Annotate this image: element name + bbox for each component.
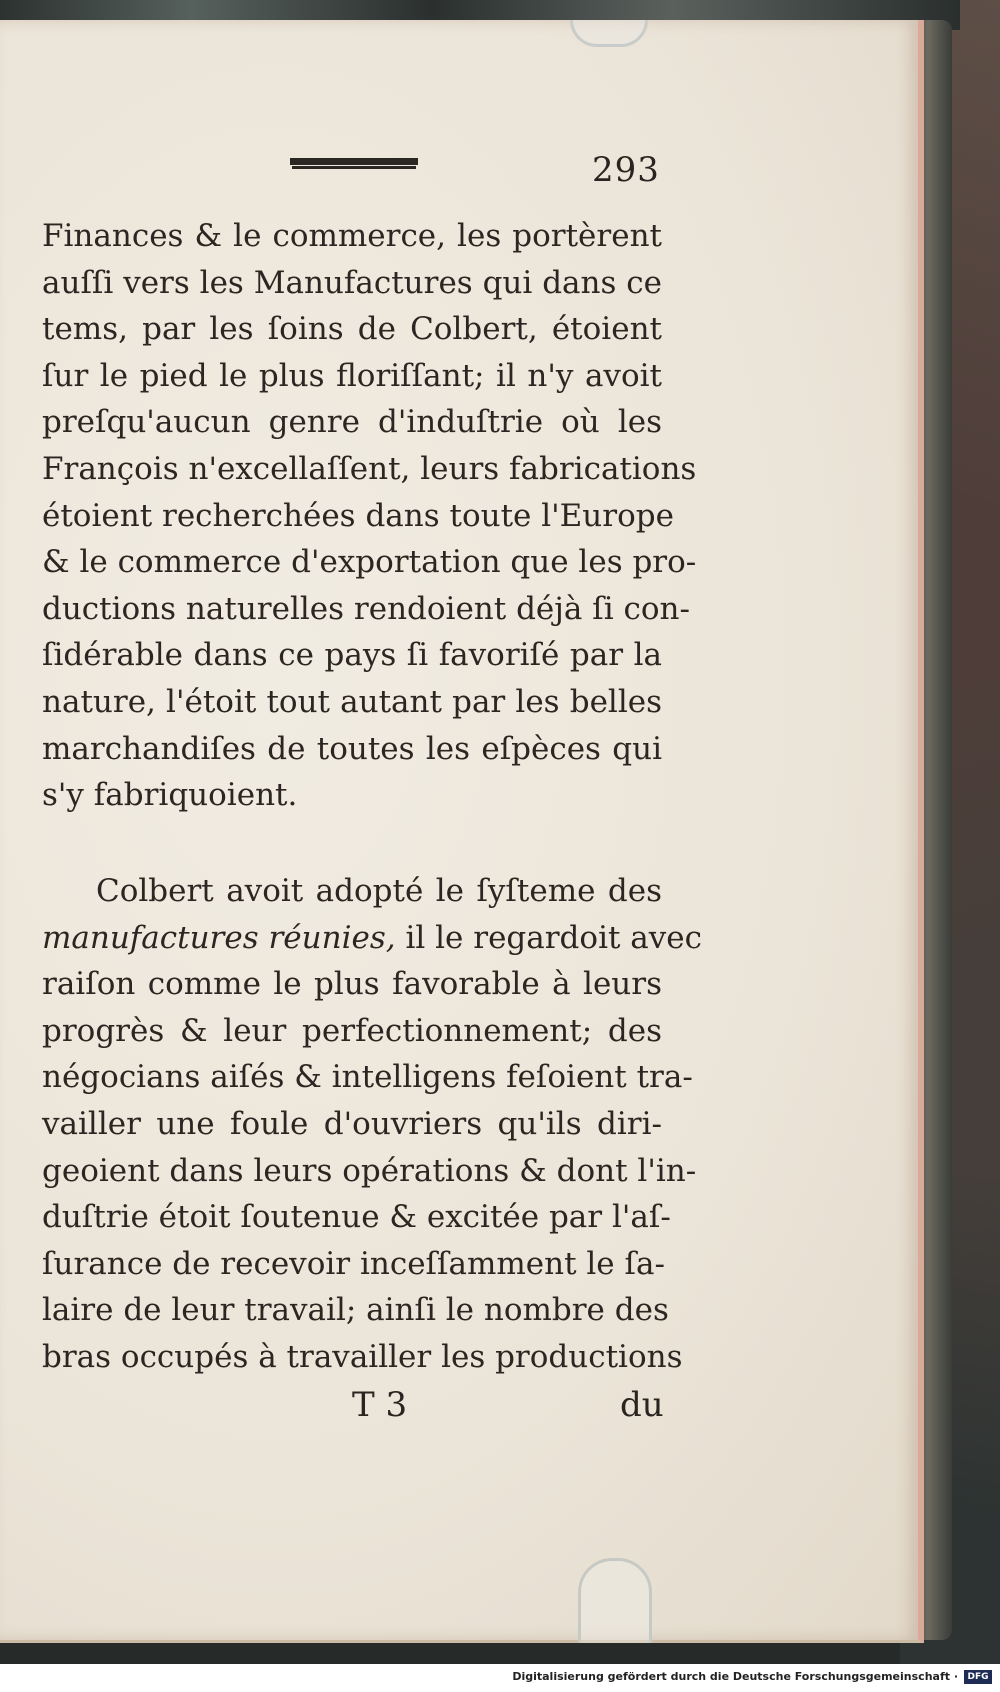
text-line: ſurance de recevoir inceſſamment le ſa- — [42, 1245, 665, 1282]
text-line-mixed — [42, 915, 702, 962]
credit-bar — [0, 1664, 1000, 1692]
text-line: duſtrie étoit ſoutenue & excitée par l'aſ- — [42, 1199, 671, 1236]
text-line: s'y fabriquoient. — [42, 777, 298, 814]
text-line: négocians aiſés & intelligens feſoient tra- — [42, 1059, 693, 1096]
paragraph-2 — [42, 868, 702, 1381]
credit-text: Digitalisierung gefördert durch die Deutsche Forschungsgemeinschaft · — [512, 1670, 958, 1683]
text-line-rest: il le regardoit avec — [405, 919, 702, 956]
catchword: du — [620, 1385, 664, 1425]
text-line: laire de leur travail; ainſi le nombre des — [42, 1292, 669, 1329]
header-rule — [290, 158, 418, 165]
text-line: marchandiſes de toutes les eſpèces qui — [42, 730, 662, 767]
text-line: ſur le pied le plus floriſſant; il n'y avoit — [42, 357, 662, 394]
text-line: geoient dans leurs opérations & dont l'in- — [42, 1152, 697, 1189]
page-number: 293 — [592, 150, 660, 190]
page-clip-bottom — [578, 1558, 652, 1643]
text-line: ſidérable dans ce pays ſi favoriſé par la — [42, 637, 662, 674]
paragraph-1 — [42, 213, 697, 819]
text-line: François n'excellaſſent, leurs fabrications — [42, 450, 697, 487]
text-line: nature, l'étoit tout autant par les belles — [42, 683, 662, 720]
text-line: tems, par les ſoins de Colbert, étoient — [42, 311, 662, 348]
text-line: vailler une foule d'ouvriers qu'ils diri- — [42, 1105, 662, 1142]
text-line: ductions naturelles rendoient déjà ſi con- — [42, 590, 690, 627]
text-line: Colbert avoit adopté le ſyſteme des — [96, 873, 662, 909]
text-line: bras occupés à travailler les productions — [42, 1338, 683, 1375]
text-line: étoient recherchées dans toute l'Europe — [42, 497, 674, 534]
text-line: auſſi vers les Manufactures qui dans ce — [42, 264, 662, 301]
text-line: Finances & le commerce, les portèrent — [42, 218, 662, 254]
text-line: raiſon comme le plus favorable à leurs — [42, 966, 662, 1003]
text-line: preſqu'aucun genre d'induſtrie où les — [42, 404, 662, 441]
text-line: progrès & leur perfectionnement; des — [42, 1012, 662, 1049]
dfg-logo-icon: DFG — [964, 1670, 992, 1684]
text-line: & le commerce d'exportation que les pro- — [42, 544, 697, 581]
italic-phrase: manufactures réunies, — [42, 919, 396, 956]
signature-mark: T 3 — [352, 1385, 408, 1425]
